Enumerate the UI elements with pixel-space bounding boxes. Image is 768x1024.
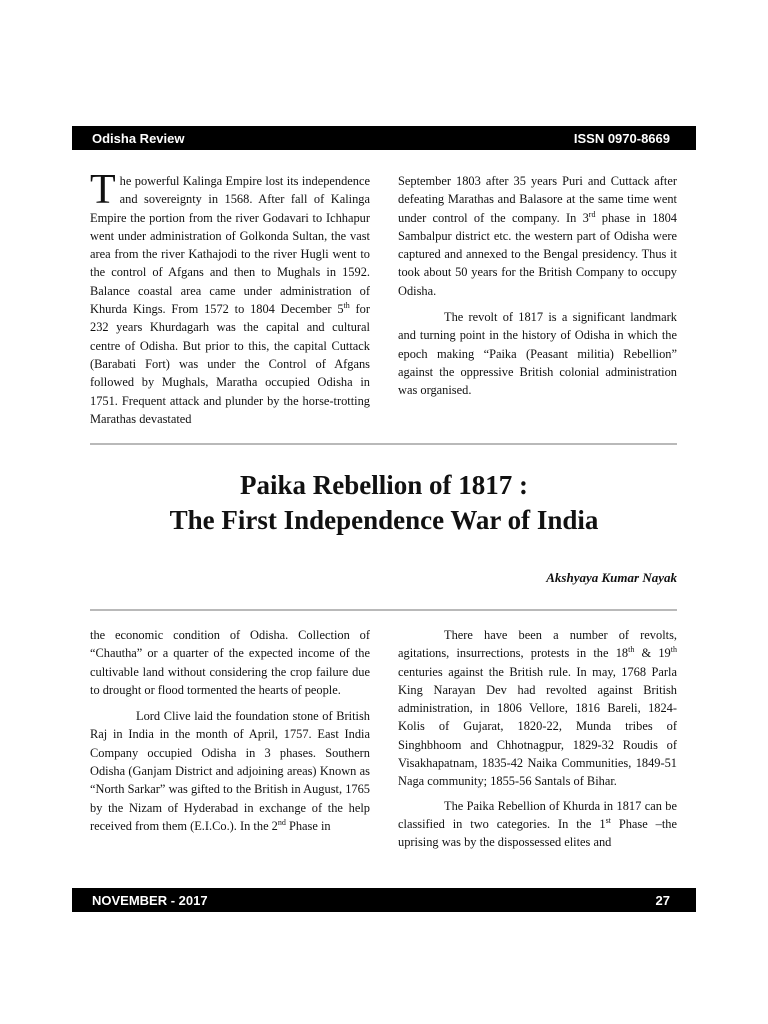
drop-cap: T	[90, 167, 116, 213]
top-left-column	[90, 167, 371, 428]
issue-date: NOVEMBER - 2017	[92, 892, 208, 908]
author-name: Akshyaya Kumar Nayak	[546, 570, 677, 585]
paragraph: There have been a number of revolts, agitations, insurrections, protests in the 18th & 19th centuries against the British rule. In may, 1768 Parla King Narayan Dev had revolted against British administration, in 1806 Vellore, 1816 Bareli, 1824-Kolis of Gujarat, 1820-22, Munda tribes of Singhbhoom and Chhotnagpur, 1829-32 Roudis of Visakhapatnam, 1835-42 Naika Communities, 1849-51 Naga community; 1855-56 Santals of Bihar.	[398, 628, 677, 789]
issn-label: ISSN 0970-8669	[573, 130, 670, 146]
paragraph: The Paika Rebellion of Khurda in 1817 can be classified in two categories. In the 1st Phase –the uprising was by the dispossessed elites and	[398, 798, 678, 850]
bottom-left-column	[90, 626, 370, 835]
article-title	[72, 468, 696, 538]
paragraph: The powerful Kalinga Empire lost its independence and sovereignty in 1568. After fall of Kalinga Empire the portion from the river Godavari to Ichhapur went under administration of Golkonda Sultan, the vast area from the river Kathajodi to the river Hugli went to the control of Afgans and then to Mughals in 1592. Balance coastal area came under administration of Khurda Kings. From 1572 to 1804 December 5th for 232 years Khurdagarh was the capital and cultural centre of Odisha. But prior to this, the capital Cuttack (Barabati Fort) was under the Control of Afgans followed by Mughals, Maratha occupied Odisha in 1751. Frequent attack and plunder by the horse-trotting Marathas devastated	[90, 167, 371, 426]
top-right-column	[398, 172, 677, 400]
divider-rule	[90, 443, 677, 445]
running-header	[72, 126, 696, 150]
paragraph: September 1803 after 35 years Puri and Cuttack after defeating Marathas and Balasore at the same time went under control of the company. In 3rd phase in 1804 Sambalpur district etc. the western part of Odisha were captured and annexed to the Bengal presidency. Thus it took about 50 years for the British Company to occupy Odisha.	[398, 174, 677, 298]
running-footer	[72, 888, 696, 912]
bottom-right-column	[398, 626, 677, 852]
paragraph: Lord Clive laid the foundation stone of British Raj in India in the month of April, 1757. East India Company occupied Odisha in 3 phases. Southern Odisha (Ganjam District and adjoining areas) Known as “North Sarkar” was gifted to the British in August, 1765 by the Nizam of Hyderabad in exchange of the help received from them (E.I.Co.). In the 2nd Phase in	[90, 709, 370, 833]
title-line-2: The First Independence War of India	[169, 505, 599, 535]
paragraph: The revolt of 1817 is a significant landmark and turning point in the history of Odisha in which the epoch making “Paika (Peasant militia) Rebellion” against the oppressive British colonial administration was organised.	[398, 310, 677, 398]
title-line-1: Paika Rebellion of 1817 :	[240, 470, 528, 500]
page-number: 27	[655, 892, 670, 908]
paragraph: the economic condition of Odisha. Collection of “Chautha” or a quarter of the expected income of the cultivable land without considering the crop failure due to drought or flood tormented the hearts of people.	[90, 628, 370, 697]
divider-rule	[90, 609, 677, 611]
journal-name: Odisha Review	[92, 130, 185, 146]
